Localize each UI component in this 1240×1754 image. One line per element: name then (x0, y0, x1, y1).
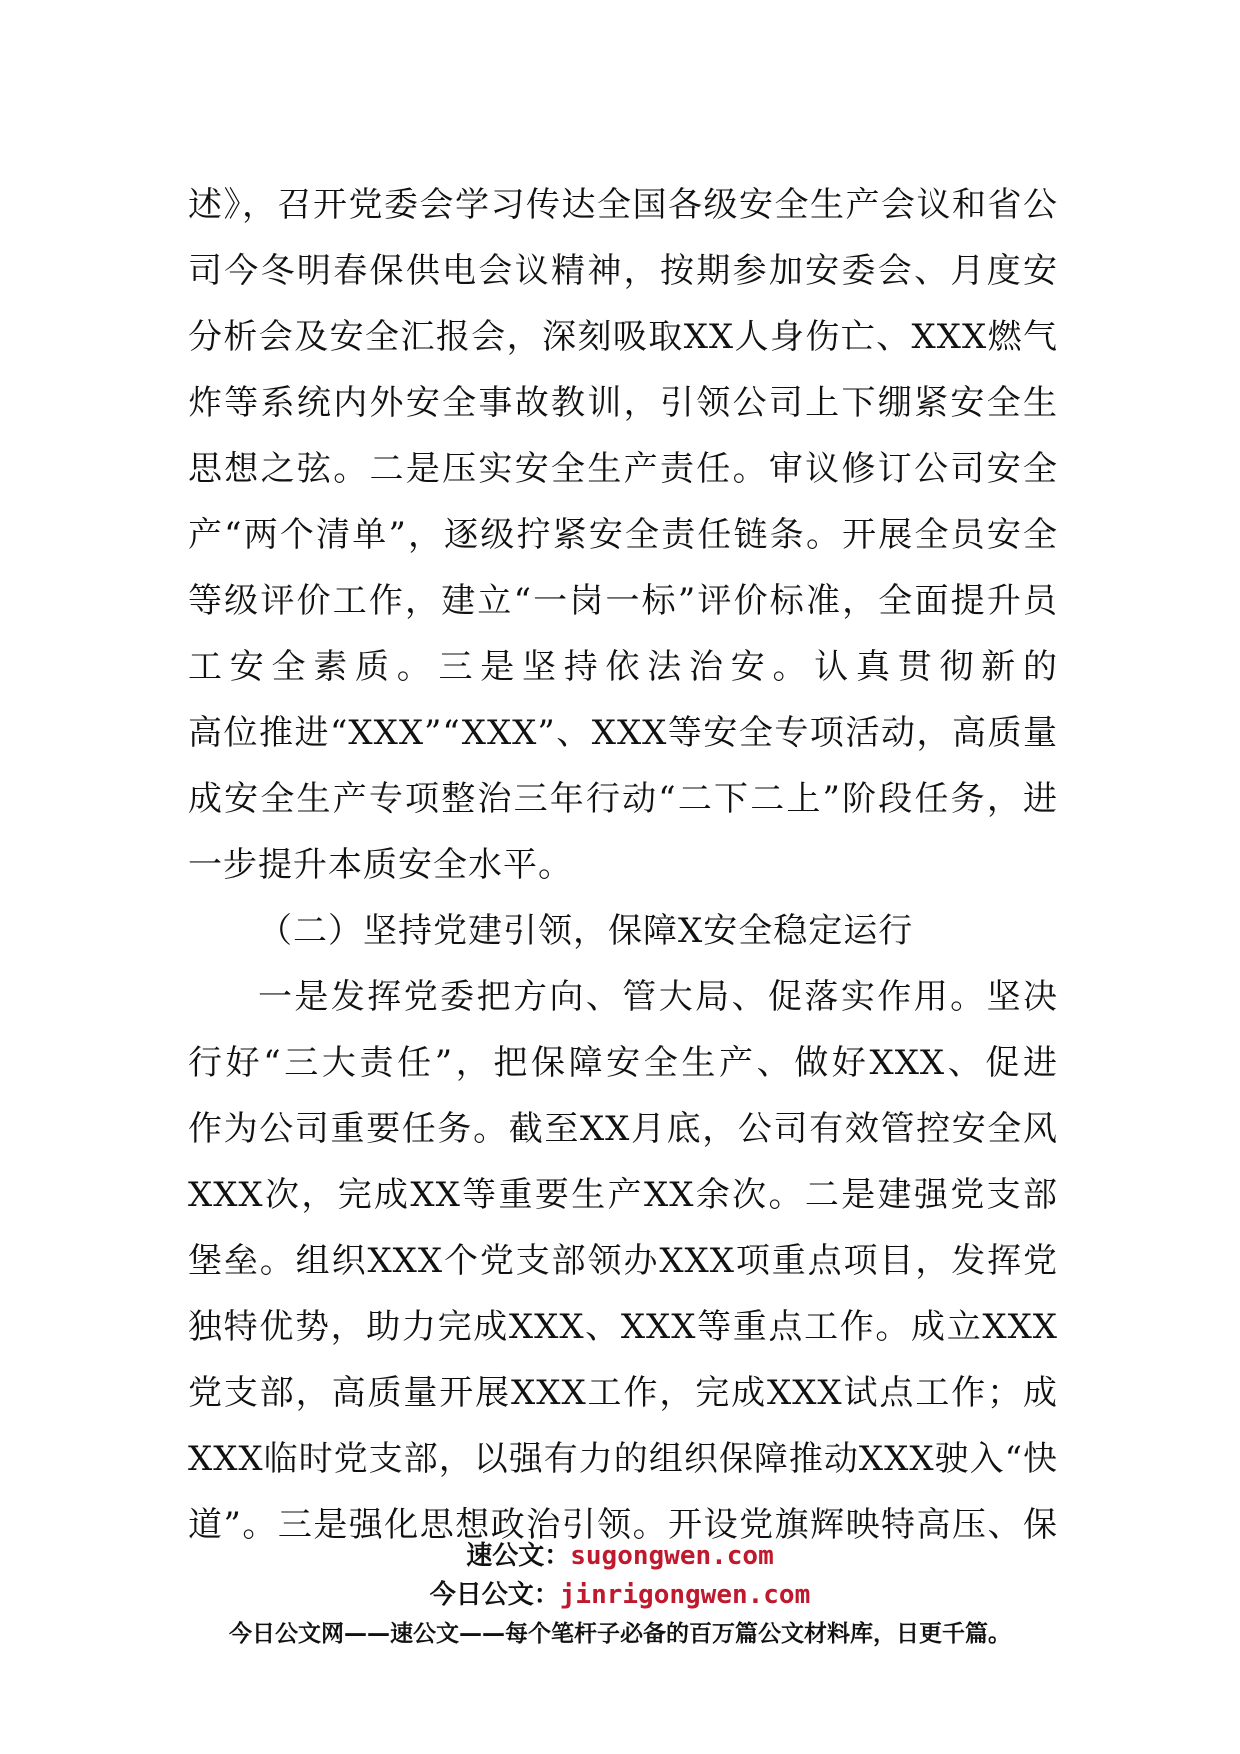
paragraph-line: 党支部，高质量开展XXX工作，完成XXX试点工作；成 (188, 1373, 1058, 1413)
paragraph-line: 道”。三是强化思想政治引领。开设党旗辉映特高压、保 (188, 1505, 1058, 1545)
paragraph-line: 独特优势，助力完成XXX、XXX等重点工作。成立XXX (188, 1307, 1058, 1347)
footer-label: 速公文： (466, 1541, 571, 1571)
paragraph-line: 等级评价工作，建立“一岗一标”评价标准，全面提升员 (188, 581, 1058, 621)
paragraph-line: 工安全素质。三是坚持依法治安。认真贯彻新的 (188, 647, 1058, 687)
section-heading: （二）坚持党建引领，保障X安全稳定运行 (258, 911, 914, 951)
paragraph-line: 产“两个清单”，逐级拧紧安全责任链条。开展全员安全 (188, 515, 1058, 555)
document-body (188, 172, 1058, 1558)
paragraph-line: 行好“三大责任”，把保障安全生产、做好XXX、促进 (188, 1043, 1058, 1083)
paragraph-line: 炸等系统内外安全事故教训，引领公司上下绷紧安全生 (188, 383, 1058, 423)
paragraph-line: 思想之弦。二是压实安全生产责任。审议修订公司安全 (188, 449, 1058, 489)
footer-jinrigongwen (0, 1577, 1240, 1613)
paragraph-line: 高位推进“XXX”“XXX”、XXX等安全专项活动，高质量 (188, 713, 1058, 753)
paragraph-line: XXX次，完成XX等重要生产XX余次。二是建强党支部 (188, 1175, 1058, 1215)
paragraph-line: 司今冬明春保供电会议精神，按期参加安委会、月度安 (188, 251, 1058, 291)
footer-label: 今日公文： (429, 1580, 560, 1610)
footer-sugongwen (0, 1538, 1240, 1574)
paragraph-line: XXX临时党支部，以强有力的组织保障推动XXX驶入“快 (188, 1439, 1058, 1479)
paragraph-line: 堡垒。组织XXX个党支部领办XXX项重点项目，发挥党 (188, 1241, 1058, 1281)
paragraph-line: 一是发挥党委把方向、管大局、促落实作用。坚决 (258, 977, 1058, 1017)
paragraph-line: 述》，召开党委会学习传达全国各级安全生产会议和省公 (188, 185, 1058, 225)
paragraph-line: 一步提升本质安全水平。 (188, 845, 573, 885)
sugongwen-link[interactable]: sugongwen.com (570, 1541, 774, 1571)
paragraph-line: 成安全生产专项整治三年行动“二下二上”阶段任务，进 (188, 779, 1058, 819)
jinrigongwen-link[interactable]: jinrigongwen.com (559, 1580, 811, 1610)
paragraph-line: 分析会及安全汇报会，深刻吸取XX人身伤亡、XXX燃气 (188, 317, 1058, 357)
paragraph-line: 作为公司重要任务。截至XX月底，公司有效管控安全风 (188, 1109, 1058, 1149)
footer-tagline: 今日公文网——速公文——每个笔杆子必备的百万篇公文材料库，日更千篇。 (229, 1621, 1011, 1647)
